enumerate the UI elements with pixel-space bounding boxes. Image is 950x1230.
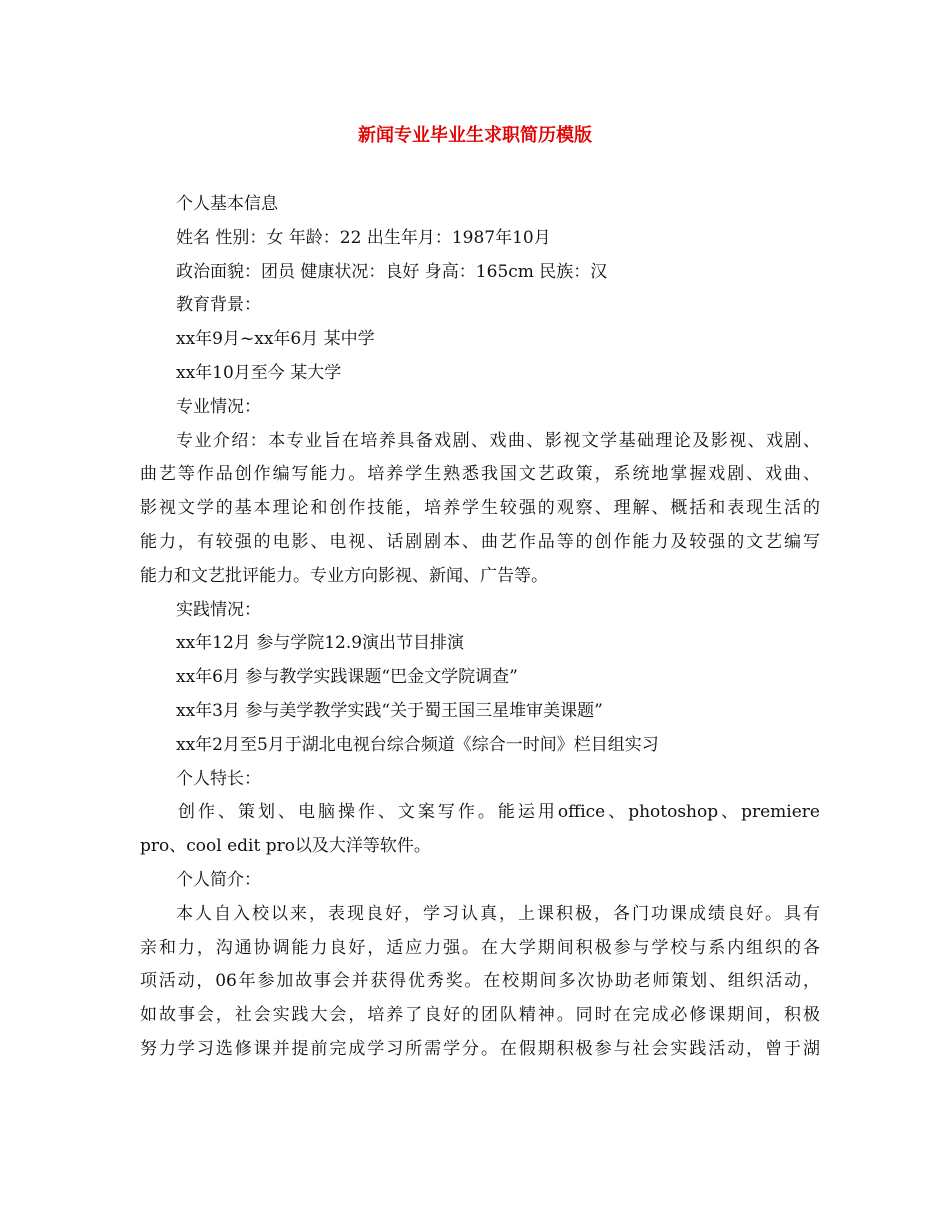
paragraph-line: 本人自入校以来，表现良好，学习认真，上课积极，各门功课成绩良好。具有 — [176, 903, 820, 924]
section-heading-basic-info: 个人基本信息 — [176, 194, 278, 214]
paragraph-line: pro、cool edit pro以及大洋等软件。 — [140, 836, 431, 857]
text-line: xx年3月 参与美学教学实践“关于蜀王国三星堆审美课题” — [176, 700, 603, 721]
paragraph-line: 项活动，06年参加故事会并获得优秀奖。在校期间多次协助老师策划、组织活动， — [140, 971, 820, 992]
text-line: 政治面貌：团员 健康状况：良好 身高：165cm 民族：汉 — [176, 261, 608, 282]
section-heading-skills: 个人特长： — [176, 768, 261, 789]
text-line: 姓名 性别：女 年龄：22 出生年月：1987年10月 — [176, 227, 551, 248]
section-heading-education: 教育背景： — [176, 295, 261, 316]
text-line: xx年6月 参与教学实践课题“巴金文学院调查” — [176, 667, 518, 688]
paragraph-line: 努力学习选修课并提前完成学习所需学分。在假期积极参与社会实践活动，曾于湖 — [140, 1038, 820, 1059]
paragraph-line: 影视文学的基本理论和创作技能，培养学生较强的观察、理解、概括和表现生活的 — [140, 498, 820, 519]
paragraph-line: 能力，有较强的电影、电视、话剧剧本、曲艺作品等的创作能力及较强的文艺编写 — [140, 531, 820, 552]
text-line: xx年9月~xx年6月 某中学 — [176, 329, 375, 350]
section-heading-major: 专业情况： — [176, 396, 261, 417]
paragraph-line: 如故事会，社会实践大会，培养了良好的团队精神。同时在完成必修课期间，积极 — [140, 1005, 820, 1026]
text-line: xx年2月至5月于湖北电视台综合频道《综合一时间》栏目组实习 — [176, 734, 659, 755]
section-heading-practice: 实践情况： — [176, 599, 261, 620]
section-heading-profile: 个人简介： — [176, 869, 261, 890]
paragraph-line: 亲和力，沟通协调能力良好，适应力强。在大学期间积极参与学校与系内组织的各 — [140, 937, 820, 958]
document-title: 新闻专业毕业生求职简历模版 — [358, 125, 592, 146]
paragraph-line: 创作、策划、电脑操作、文案写作。能运用office、photoshop、premiere — [178, 802, 820, 823]
paragraph-line: 专业介绍：本专业旨在培养具备戏剧、戏曲、影视文学基础理论及影视、戏剧、 — [176, 430, 820, 451]
paragraph-line: 能力和文艺批评能力。专业方向影视、新闻、广告等。 — [140, 565, 548, 586]
document-body — [140, 188, 820, 1067]
paragraph-line: 曲艺等作品创作编写能力。培养学生熟悉我国文艺政策，系统地掌握戏剧、戏曲、 — [140, 464, 820, 485]
text-line: xx年10月至今 某大学 — [176, 362, 342, 383]
text-line: xx年12月 参与学院12.9演出节目排演 — [176, 633, 465, 654]
